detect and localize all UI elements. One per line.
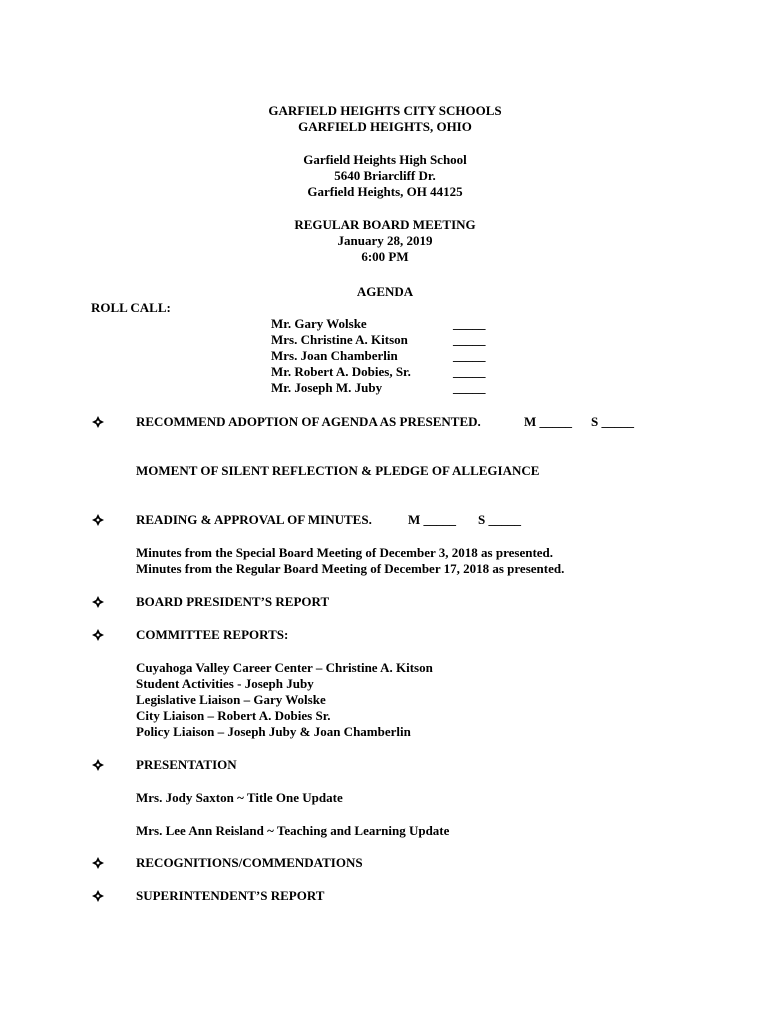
diamond-bullet-icon xyxy=(91,595,105,609)
roll-call-member-name: Mr. Joseph M. Juby xyxy=(271,380,383,395)
agenda-item-adoption: RECOMMEND ADOPTION OF AGENDA AS PRESENTED. xyxy=(136,414,481,429)
agenda-item-committee-reports: COMMITTEE REPORTS: xyxy=(136,627,289,642)
second-blank: S _____ xyxy=(478,512,521,527)
school-name: Garfield Heights High School xyxy=(303,152,467,167)
diamond-bullet-icon xyxy=(91,415,105,429)
diamond-bullet-icon xyxy=(91,856,105,870)
agenda-item-reflection: MOMENT OF SILENT REFLECTION & PLEDGE OF ALLEGIANCE xyxy=(136,463,540,478)
agenda-item-presentation: PRESENTATION xyxy=(136,757,237,772)
roll-call-blank: _____ xyxy=(453,380,486,395)
diamond-bullet-icon xyxy=(91,628,105,642)
minutes-detail: Minutes from the Special Board Meeting of December 3, 2018 as presented. xyxy=(136,545,554,560)
district-name: GARFIELD HEIGHTS CITY SCHOOLS xyxy=(268,103,502,118)
committee-detail: Legislative Liaison – Gary Wolske xyxy=(136,692,326,707)
roll-call-blank: _____ xyxy=(453,348,486,363)
presentation-detail: Mrs. Lee Ann Reisland ~ Teaching and Learning Update xyxy=(136,823,450,838)
roll-call-blank: _____ xyxy=(453,364,486,379)
roll-call-member-name: Mrs. Christine A. Kitson xyxy=(271,332,408,347)
committee-detail: Policy Liaison – Joseph Juby & Joan Chamberlin xyxy=(136,724,411,739)
motion-blank: M _____ xyxy=(524,414,573,429)
presentation-detail: Mrs. Jody Saxton ~ Title One Update xyxy=(136,790,343,805)
school-city-state-zip: Garfield Heights, OH 44125 xyxy=(307,184,463,199)
committee-detail: Student Activities - Joseph Juby xyxy=(136,676,314,691)
agenda-item-president-report: BOARD PRESIDENT’S REPORT xyxy=(136,594,330,609)
diamond-bullet-icon xyxy=(91,513,105,527)
agenda-title: AGENDA xyxy=(356,284,414,299)
agenda-item-superintendent-report: SUPERINTENDENT’S REPORT xyxy=(136,888,325,903)
roll-call-member-name: Mrs. Joan Chamberlin xyxy=(271,348,398,363)
roll-call-member-name: Mr. Gary Wolske xyxy=(271,316,367,331)
district-city: GARFIELD HEIGHTS, OHIO xyxy=(298,119,472,134)
roll-call-blank: _____ xyxy=(453,316,486,331)
agenda-item-recognitions: RECOGNITIONS/COMMENDATIONS xyxy=(136,855,363,870)
committee-detail: City Liaison – Robert A. Dobies Sr. xyxy=(136,708,331,723)
meeting-type: REGULAR BOARD MEETING xyxy=(294,217,476,232)
diamond-bullet-icon xyxy=(91,758,105,772)
school-street: 5640 Briarcliff Dr. xyxy=(334,168,436,183)
diamond-bullet-icon xyxy=(91,889,105,903)
motion-blank: M _____ xyxy=(408,512,457,527)
meeting-time: 6:00 PM xyxy=(361,249,409,264)
minutes-detail: Minutes from the Regular Board Meeting of December 17, 2018 as presented. xyxy=(136,561,565,576)
roll-call-blank: _____ xyxy=(453,332,486,347)
meeting-date: January 28, 2019 xyxy=(337,233,433,248)
roll-call-label: ROLL CALL: xyxy=(91,300,171,315)
roll-call-member-name: Mr. Robert A. Dobies, Sr. xyxy=(271,364,411,379)
second-blank: S _____ xyxy=(591,414,634,429)
committee-detail: Cuyahoga Valley Career Center – Christine A. Kitson xyxy=(136,660,433,675)
agenda-item-minutes: READING & APPROVAL OF MINUTES. xyxy=(136,512,372,527)
